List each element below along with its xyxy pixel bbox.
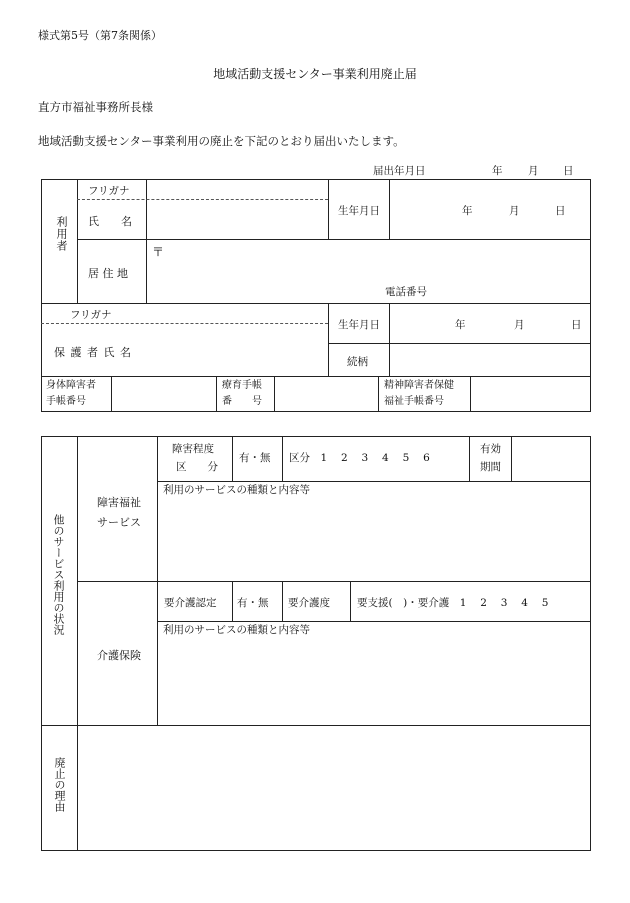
user-address-label: 居 住 地	[88, 267, 128, 280]
valid-period-field[interactable]	[512, 437, 590, 480]
user-furigana-label: フリガナ	[88, 185, 130, 197]
care-services-field[interactable]	[158, 640, 590, 724]
welfare-yes-no[interactable]: 有・無	[239, 452, 271, 464]
care-insurance-label: 介護保険	[97, 649, 141, 662]
postal-mark: 〒	[152, 245, 165, 259]
care-yes-no[interactable]: 有・無	[237, 597, 269, 609]
mental-handbook-label-1: 精神障害者保健	[384, 380, 454, 391]
page-title: 地域活動支援センター事業利用廃止届	[213, 67, 417, 81]
form-number: 様式第5号（第7条関係）	[38, 29, 162, 42]
welfare-services-label: 利用のサービスの種類と内容等	[163, 484, 310, 496]
welfare-services-field[interactable]	[158, 500, 590, 580]
guardian-birth-year: 年	[455, 319, 466, 331]
relationship-label: 続柄	[347, 356, 368, 368]
guardian-name-label: 保 護 者 氏 名	[54, 346, 132, 359]
submission-month: 月	[528, 165, 539, 177]
reason-field[interactable]	[78, 726, 590, 850]
disability-degree-label-2: 区 分	[176, 461, 218, 473]
user-furigana-field[interactable]	[147, 180, 327, 198]
addressee: 直方市福祉事務所長様	[38, 100, 153, 114]
welfare-label-2: サービス	[97, 516, 141, 529]
valid-period-label-2: 期間	[480, 461, 501, 473]
physical-handbook-field[interactable]	[112, 377, 215, 411]
physical-handbook-label-1: 身体障害者	[46, 380, 96, 391]
user-birth-month: 月	[509, 205, 520, 217]
welfare-label-1: 障害福祉	[97, 496, 141, 509]
care-level-label: 要介護度	[288, 597, 330, 609]
mental-handbook-field[interactable]	[471, 377, 590, 411]
care-services-label: 利用のサービスの種類と内容等	[163, 624, 310, 636]
user-birth-day: 日	[555, 205, 566, 217]
user-birthdate-label: 生年月日	[338, 205, 380, 217]
user-birth-year: 年	[462, 205, 473, 217]
guardian-birthdate-label: 生年月日	[338, 319, 380, 331]
care-certification-label: 要介護認定	[164, 597, 217, 609]
guardian-birth-day: 日	[571, 319, 582, 331]
submission-date-label: 届出年月日	[373, 165, 426, 177]
other-services-label: 他のサービス利用の状況	[52, 514, 65, 635]
phone-label: 電話番号	[385, 286, 427, 298]
guardian-name-field[interactable]	[146, 324, 327, 375]
physical-handbook-label-2: 手帳番号	[46, 396, 86, 407]
ryoiku-handbook-label-1: 療育手帳	[222, 380, 262, 391]
submission-day: 日	[563, 165, 574, 177]
user-address-field[interactable]	[147, 240, 590, 302]
reason-label: 廃止の理由	[53, 757, 66, 812]
mental-handbook-label-2: 福祉手帳番号	[384, 396, 444, 407]
statement: 地域活動支援センター事業利用の廃止を下記のとおり届出いたします。	[38, 134, 405, 148]
disability-degree-label-1: 障害程度	[172, 443, 214, 455]
user-section-label: 利用者	[55, 216, 68, 252]
relationship-field[interactable]	[390, 344, 590, 375]
submission-year: 年	[492, 165, 503, 177]
guardian-furigana-label: フリガナ	[70, 309, 112, 321]
guardian-birthdate-field[interactable]	[390, 304, 590, 342]
user-name-field[interactable]	[147, 201, 327, 238]
guardian-birth-month: 月	[514, 319, 525, 331]
ryoiku-handbook-field[interactable]	[275, 377, 377, 411]
user-name-label: 氏 名	[88, 215, 132, 228]
care-level-options[interactable]: 要支援( )・要介護 1 2 3 4 5	[357, 597, 549, 609]
ryoiku-handbook-label-2: 番 号	[222, 396, 262, 407]
valid-period-label-1: 有効	[480, 443, 501, 455]
disability-category-options[interactable]: 区分 1 2 3 4 5 6	[289, 452, 430, 464]
